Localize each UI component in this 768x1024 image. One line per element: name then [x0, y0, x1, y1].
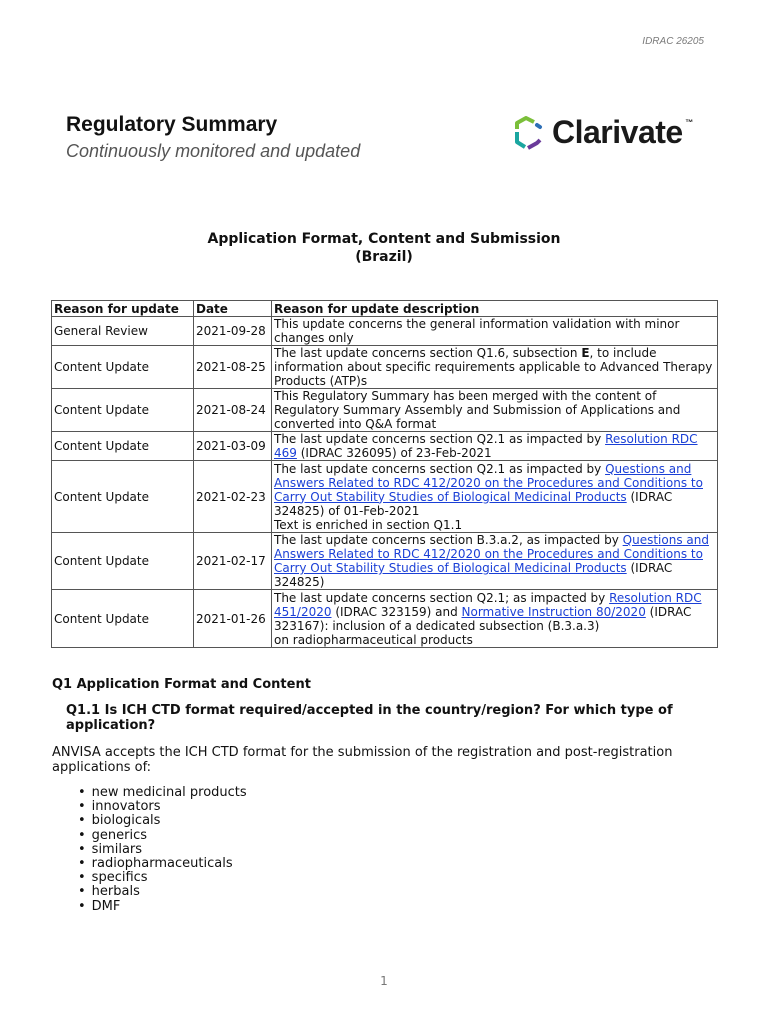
row-description: The last update concerns section Q2.1 as impacted by Questions and Answers Related to RDC 412/2020 on the Procedures and Conditions to Carry Out Stability Studies of Biological Medicinal Products (IDRAC 324825) of 01-Feb-2021 Text is enriched in section Q1.1 — [272, 461, 718, 533]
row-reason: Content Update — [52, 389, 194, 432]
table-row — [52, 346, 718, 389]
resolution-rdc-451-link[interactable]: Resolution RDC 451/2020 — [274, 590, 702, 619]
list-item: • specifics — [78, 871, 247, 885]
title-line-2: (Brazil) — [355, 249, 413, 265]
list-item: • biologicals — [78, 814, 247, 828]
table-row — [52, 389, 718, 432]
section-heading-q1: Q1 Application Format and Content — [52, 677, 311, 692]
row-date: 2021-08-25 — [194, 346, 272, 389]
row-date: 2021-03-09 — [194, 432, 272, 461]
answer-paragraph: ANVISA accepts the ICH CTD format for the submission of the registration and post-registration applications of: — [52, 745, 673, 775]
row-reason: Content Update — [52, 590, 194, 648]
row-description: The last update concerns section B.3.a.2, as impacted by Questions and Answers Related to RDC 412/2020 on the Procedures and Conditions to Carry Out Stability Studies of Biological Medicinal Products (IDRAC 324825) — [272, 533, 718, 590]
application-type-list — [78, 786, 247, 914]
row-date: 2021-02-23 — [194, 461, 272, 533]
table-row — [52, 590, 718, 648]
clarivate-logo-icon — [512, 116, 546, 150]
list-item: • similars — [78, 843, 247, 857]
question-q1-1: Q1.1 Is ICH CTD format required/accepted in the country/region? For which type of application? — [66, 703, 673, 733]
list-item: • DMF — [78, 900, 247, 914]
row-date: 2021-02-17 — [194, 533, 272, 590]
page-number: 1 — [380, 974, 388, 988]
list-item: • radiopharmaceuticals — [78, 857, 247, 871]
qa-rdc-412-link[interactable]: Questions and Answers Related to RDC 412/2020 on the Procedures and Conditions to Carry Out Stability Studies of Biological Medicinal Products — [274, 461, 703, 504]
table-row — [52, 461, 718, 533]
row-date: 2021-08-24 — [194, 389, 272, 432]
normative-instruction-80-link[interactable]: Normative Instruction 80/2020 — [461, 604, 646, 619]
row-reason: General Review — [52, 317, 194, 346]
title-line-1: Application Format, Content and Submission — [207, 231, 561, 247]
list-item: • innovators — [78, 800, 247, 814]
clarivate-logo — [512, 114, 693, 151]
row-date: 2021-01-26 — [194, 590, 272, 648]
document-id: IDRAC 26205 — [642, 36, 704, 47]
row-reason: Content Update — [52, 533, 194, 590]
list-item: • generics — [78, 829, 247, 843]
table-row — [52, 533, 718, 590]
row-description: The last update concerns section Q2.1; as impacted by Resolution RDC 451/2020 (IDRAC 323159) and Normative Instruction 80/2020 (IDRAC 323167): inclusion of a dedicated subsection (B.3.a.3) on radiopharmaceutical products — [272, 590, 718, 648]
update-history-table — [51, 300, 718, 648]
table-row — [52, 317, 718, 346]
logo-wordmark: Clarivate ™ — [552, 114, 693, 150]
row-description: This update concerns the general information validation with minor changes only — [272, 317, 718, 346]
row-description: This Regulatory Summary has been merged with the content of Regulatory Summary Assembly and Submission of Applications and converted into Q&A format — [272, 389, 718, 432]
header-description: Reason for update description — [272, 301, 718, 317]
row-reason: Content Update — [52, 432, 194, 461]
row-reason: Content Update — [52, 346, 194, 389]
qa-rdc-412-link[interactable]: Questions and Answers Related to RDC 412/2020 on the Procedures and Conditions to Carry Out Stability Studies of Biological Medicinal Products — [274, 533, 709, 575]
header-reason: Reason for update — [52, 301, 194, 317]
resolution-rdc-469-link[interactable]: Resolution RDC 469 — [274, 432, 698, 460]
logo-trademark: ™ — [685, 118, 693, 127]
row-description: The last update concerns section Q2.1 as impacted by Resolution RDC 469 (IDRAC 326095) of 23-Feb-2021 — [272, 432, 718, 461]
list-item: • herbals — [78, 885, 247, 899]
summary-subtitle: Continuously monitored and updated — [66, 141, 361, 161]
row-reason: Content Update — [52, 461, 194, 533]
row-description: The last update concerns section Q1.6, subsection E, to include information about specific requirements applicable to Advanced Therapy Products (ATP)s — [272, 346, 718, 389]
header-date: Date — [194, 301, 272, 317]
table-row — [52, 432, 718, 461]
summary-title: Regulatory Summary — [66, 113, 278, 136]
list-item: • new medicinal products — [78, 786, 247, 800]
table-header-row — [52, 301, 718, 317]
row-date: 2021-09-28 — [194, 317, 272, 346]
document-title — [0, 230, 768, 266]
